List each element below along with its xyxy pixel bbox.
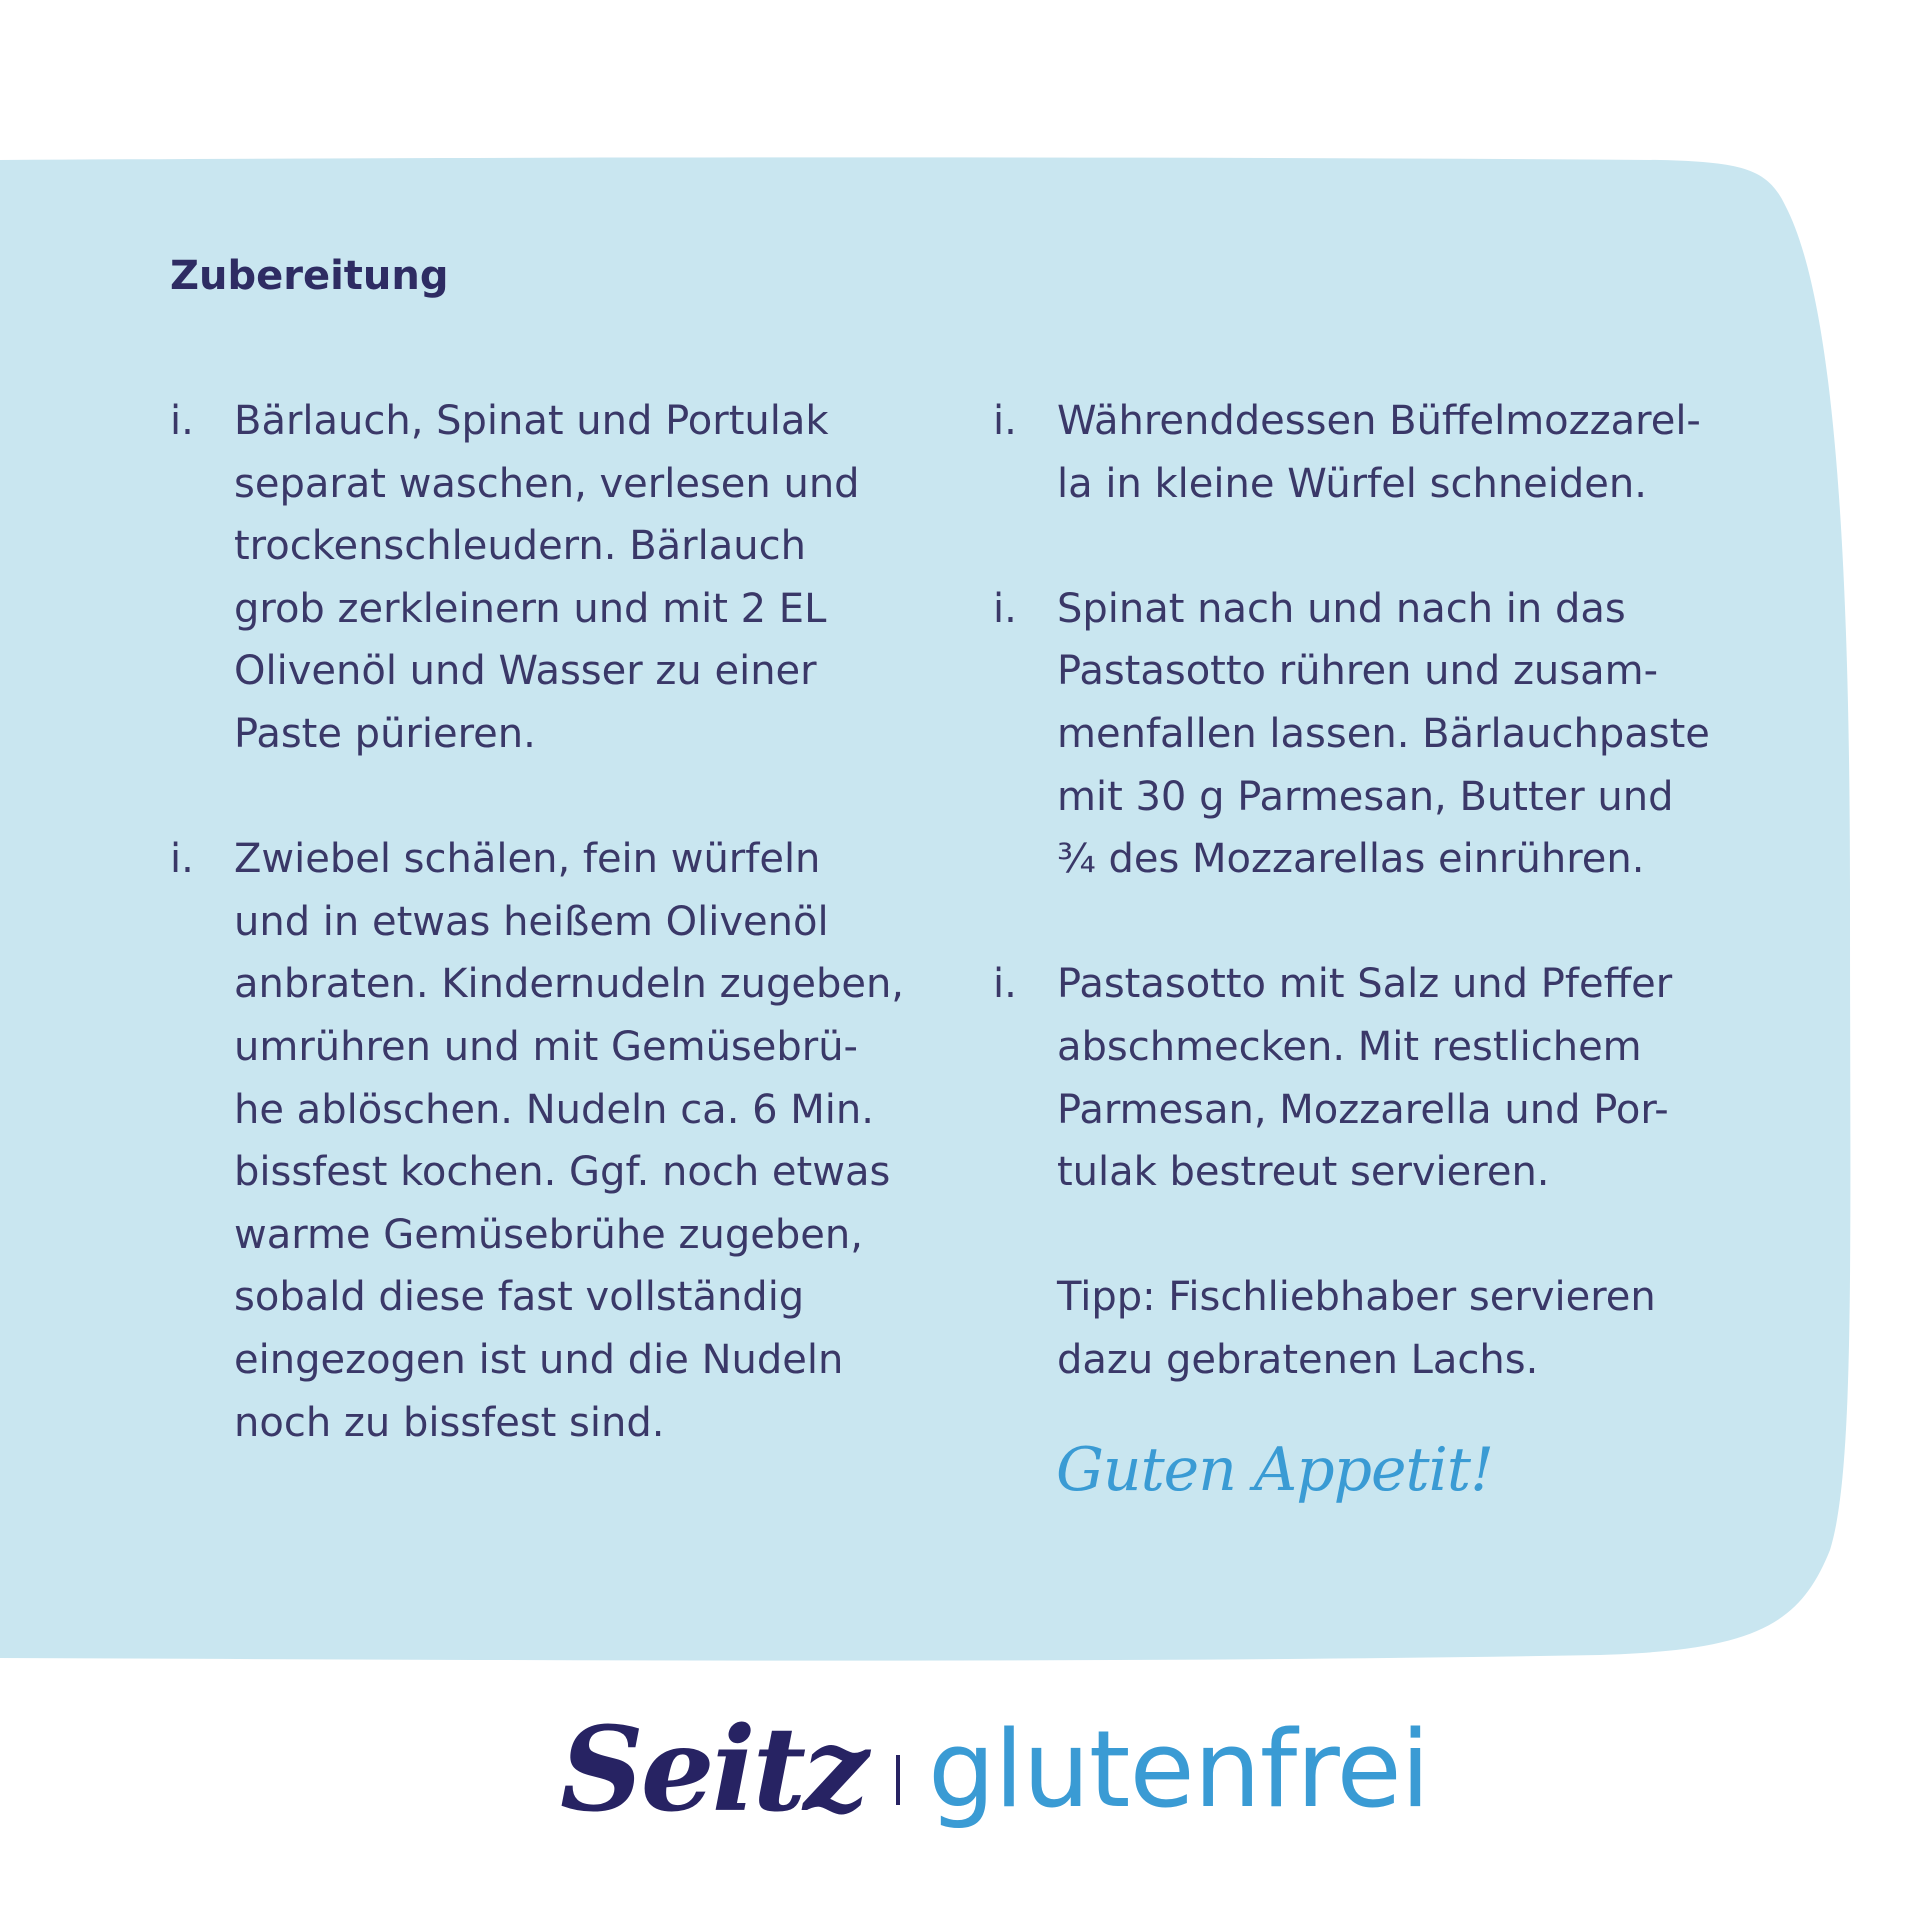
list-item [993, 390, 1763, 515]
step-text: Pastasotto mit Salz und Pfeffer abschmecken. Mit restlichem Parmesan, Mozzarella und Por- tulak bestreut servieren. [1057, 961, 1673, 1196]
step-marker: i. [993, 961, 1017, 1008]
brand-logo [560, 1700, 1430, 1850]
step-marker: i. [993, 398, 1017, 444]
list-item [993, 578, 1763, 891]
step-marker: i. [993, 585, 1017, 632]
steps-left-column [170, 390, 950, 1454]
section-heading: Zubereitung [170, 253, 449, 299]
step-marker: i. [170, 836, 194, 883]
list-item [993, 953, 1763, 1203]
steps-right-column [993, 390, 1763, 1392]
step-text: Währenddessen Büffelmozzarel- la in kleine Würfel schneiden. [1057, 398, 1701, 507]
step-text: Bärlauch, Spinat und Portulak separat waschen, verlesen und trockenschleudern. Bärlauch grob zerkleinern und mit 2 EL Olivenöl und Wasser zu einer Paste pürieren. [234, 398, 860, 757]
list-item [170, 390, 950, 766]
step-marker: i. [170, 398, 194, 444]
list-item [170, 828, 950, 1454]
brand-separator [896, 1755, 900, 1805]
brand-tagline: glutenfrei [928, 1708, 1430, 1831]
tip-text: Tipp: Fischliebhaber servieren dazu gebratenen Lachs. [1057, 1274, 1656, 1383]
step-text: Spinat nach und nach in das Pastasotto rühren und zusam- menfallen lassen. Bärlauchpaste mit 30 g Parmesan, Butter und ¾ des Mozzarellas einrühren. [1057, 585, 1710, 883]
closing-greeting: Guten Appetit! [1056, 1435, 1494, 1505]
step-text: Zwiebel schälen, fein würfeln und in etwas heißem Olivenöl anbraten. Kindernudeln zugeben, umrühren und mit Gemüsebrü- he ablöschen. Nudeln ca. 6 Min. bissfest kochen. Ggf. noch etwas warme Gemüsebrühe zugeben, sobald diese fast vollständig eingezogen ist und die Nudeln noch zu bissfest sind. [234, 836, 905, 1446]
brand-name: Seitz [560, 1702, 867, 1838]
